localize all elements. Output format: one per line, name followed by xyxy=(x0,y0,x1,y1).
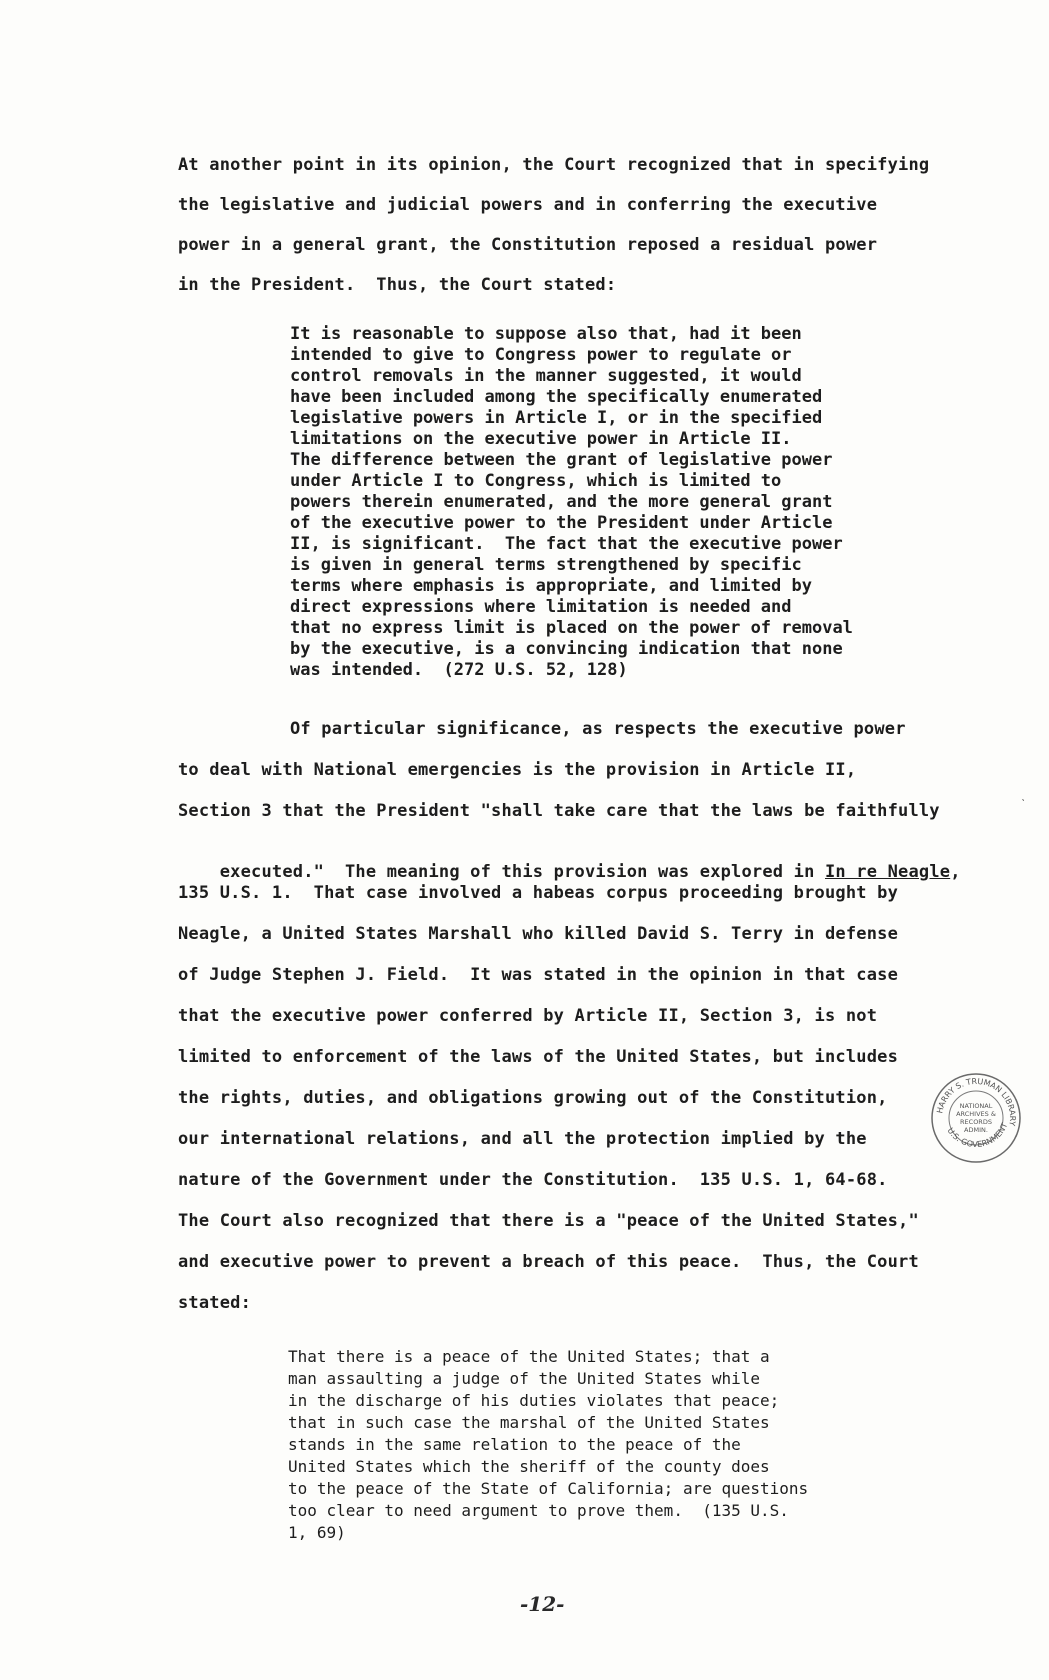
paragraph-2-line-12: nature of the Government under the Constitution. 135 U.S. 1, 64-68. xyxy=(178,1170,888,1190)
truman-library-stamp xyxy=(930,1072,1022,1164)
quote-2-line: that in such case the marshal of the United States xyxy=(288,1413,770,1432)
quote-2-line: That there is a peace of the United States; that a xyxy=(288,1347,770,1366)
quote-1-line: by the executive, is a convincing indication that none xyxy=(290,639,843,659)
quote-1-line: under Article I to Congress, which is limited to xyxy=(290,471,782,491)
case-name-comma: , xyxy=(950,862,961,882)
paragraph-2-line-4-text: executed." The meaning of this provision was explored in xyxy=(219,862,825,882)
quote-1-line: terms where emphasis is appropriate, and limited by xyxy=(290,576,812,596)
paragraph-1-line-3: power in a general grant, the Constitution reposed a residual power xyxy=(178,235,878,255)
quote-1-line: that no express limit is placed on the power of removal xyxy=(290,618,853,638)
svg-text:ARCHIVES &: ARCHIVES & xyxy=(956,1110,996,1118)
paragraph-2-line-11: our international relations, and all the protection implied by the xyxy=(178,1129,867,1149)
quote-1-line: intended to give to Congress power to regulate or xyxy=(290,345,792,365)
quote-1-line: legislative powers in Article I, or in the specified xyxy=(290,408,823,428)
margin-mark: ˋ xyxy=(1020,797,1028,811)
stamp-seal-icon xyxy=(930,1072,1022,1164)
paragraph-2-line-6: Neagle, a United States Marshall who killed David S. Terry in defense xyxy=(178,924,899,944)
quote-1-line: was intended. (272 U.S. 52, 128) xyxy=(290,660,628,680)
quote-1-line: The difference between the grant of legislative power xyxy=(290,450,833,470)
paragraph-2-line-3: Section 3 that the President "shall take care that the laws be faithfully xyxy=(178,801,940,821)
paragraph-2-line-9: limited to enforcement of the laws of the United States, but includes xyxy=(178,1047,899,1067)
page-number: -12- xyxy=(520,1592,565,1616)
quote-2-line: too clear to need argument to prove them. (135 U.S. xyxy=(288,1501,789,1520)
svg-text:U.S. GOVERNMENT: U.S. GOVERNMENT xyxy=(945,1121,1010,1150)
svg-text:NATIONAL: NATIONAL xyxy=(959,1102,993,1110)
quote-1-line: powers therein enumerated, and the more general grant xyxy=(290,492,833,512)
quote-1-line: is given in general terms strengthened by specific xyxy=(290,555,802,575)
svg-text:RECORDS: RECORDS xyxy=(960,1118,992,1126)
quote-2-line: United States which the sheriff of the county does xyxy=(288,1457,770,1476)
quote-1-line: of the executive power to the President under Article xyxy=(290,513,833,533)
paragraph-1-line-2: the legislative and judicial powers and in conferring the executive xyxy=(178,195,878,215)
paragraph-2-line-5: 135 U.S. 1. That case involved a habeas corpus proceeding brought by xyxy=(178,883,899,903)
paragraph-2-line-10: the rights, duties, and obligations growing out of the Constitution, xyxy=(178,1088,888,1108)
paragraph-2-line-1: Of particular significance, as respects the executive power xyxy=(290,719,906,739)
quote-2-line: man assaulting a judge of the United States while xyxy=(288,1369,761,1388)
paragraph-2-line-14: and executive power to prevent a breach of this peace. Thus, the Court xyxy=(178,1252,919,1272)
quote-1-line: control removals in the manner suggested, it would xyxy=(290,366,802,386)
case-name-in-re-neagle: In re Neagle xyxy=(824,862,951,882)
paragraph-2-line-15: stated: xyxy=(178,1293,252,1313)
quote-2-line: in the discharge of his duties violates that peace; xyxy=(288,1391,780,1410)
quote-2-line: 1, 69) xyxy=(288,1523,346,1542)
quote-1-line: direct expressions where limitation is needed and xyxy=(290,597,792,617)
quote-1-line: It is reasonable to suppose also that, had it been xyxy=(290,324,802,344)
svg-text:ADMIN.: ADMIN. xyxy=(964,1126,988,1134)
quote-1-line: have been included among the specifically enumerated xyxy=(290,387,823,407)
quote-1-line: II, is significant. The fact that the executive power xyxy=(290,534,843,554)
paragraph-2-line-8: that the executive power conferred by Article II, Section 3, is not xyxy=(178,1006,878,1026)
paragraph-1-line-4: in the President. Thus, the Court stated: xyxy=(178,275,617,295)
quote-2-line: to the peace of the State of California; are questions xyxy=(288,1479,809,1498)
svg-text:HARRY S. TRUMAN LIBRARY: HARRY S. TRUMAN LIBRARY xyxy=(935,1076,1018,1127)
quote-1-line: limitations on the executive power in Article II. xyxy=(290,429,792,449)
paragraph-1-line-1: At another point in its opinion, the Court recognized that in specifying xyxy=(178,155,930,175)
paragraph-2-line-2: to deal with National emergencies is the provision in Article II, xyxy=(178,760,857,780)
paragraph-2-line-7: of Judge Stephen J. Field. It was stated in the opinion in that case xyxy=(178,965,899,985)
paragraph-2-line-13: The Court also recognized that there is a "peace of the United States," xyxy=(178,1211,919,1231)
quote-2-line: stands in the same relation to the peace of the xyxy=(288,1435,741,1454)
